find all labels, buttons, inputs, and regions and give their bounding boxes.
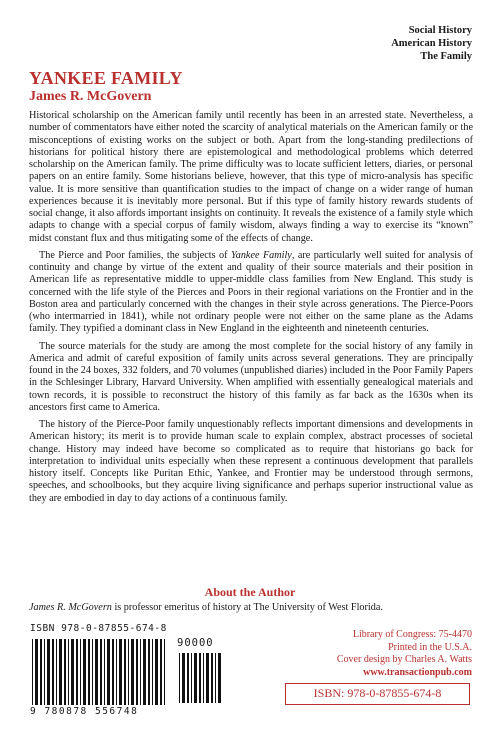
description-paragraph: The source materials for the study are among the most complete for the social history of any family in America and admit of careful exposition of family units across several generations. They are principally found in the 24 boxes, 332 folders, and 70 volumes (unpublished diaries) included in the Poor Family Papers in the Schlesinger Library, Harvard University. When amplified with essentially genealogical materials and town records, it is possible to reconstruct the history of this family as far back as the 1630s when its ancestors first came to America. xyxy=(29,340,473,413)
paragraph-text: , are particularly well suited for analysis of continuity and change by virtue of the extent and quality of their source materials and their position in American life as representative middle to upper-middle class families from New England. This study is concerned with the life style of the Pierces and Poors in their regional variations on the Frontier and in the Boston area and particularly concerned with the changes in their style across generations. The Pierce-Poors (who intermarried in 1841), while not ordinary people were not either on the same plane as the Adams family. They typified a dominant class in New England in the eighteenth and nineteenth centuries. xyxy=(29,249,473,335)
barcode-bar xyxy=(218,653,221,703)
author-name-italic: James R. McGovern xyxy=(29,602,112,613)
publisher-line: Library of Congress: 75-4470 xyxy=(352,629,472,640)
barcode-bar xyxy=(191,653,192,703)
category-item: The Family xyxy=(420,51,472,62)
book-author: James R. McGovern xyxy=(29,89,152,104)
barcode-bar xyxy=(131,639,134,705)
barcode-bar xyxy=(95,639,98,705)
description-paragraph: Historical scholarship on the American family until recently has been in an arrested state. Nevertheless, a number of commentators have either noted the scarcity of analytical materials on the American family or the misconceptions of existing works on the subject or both. Apart from the long-standing predilections of historians for political history there are epistemological and methodological problems which deterred scholarship on the American family. The prime difficulty was to locate sufficient letters, diaries, or personal papers on an entire family. Some historians believe, however, that this type of micro-analysis has specific value. It is more sensitive than quantification studies to the impact of change on a wider range of human experiences because it is inevitably more personal. But if this type of family history rewards students of social change, it also affords important insights on continuity. It reveals the existence of a family style which adapts to change with a special corpus of family wisdom, always finding a way to exercise its “known” midst constant flux and thus mitigating some of the effects of change. xyxy=(29,110,473,244)
barcode-bar xyxy=(83,639,86,705)
barcode-bar xyxy=(164,639,165,705)
barcode-bar xyxy=(194,653,197,703)
price-code: 90000 xyxy=(177,637,214,649)
category-item: American History xyxy=(391,38,472,49)
barcode-isbn-text: ISBN 978-0-87855-674-8 xyxy=(30,623,167,634)
barcode-bar xyxy=(76,639,78,705)
barcode-bar xyxy=(47,639,50,705)
barcode-bar xyxy=(107,639,110,705)
barcode-bar xyxy=(155,639,158,705)
isbn-box: ISBN: 978-0-87855-674-8 xyxy=(285,683,470,705)
category-item: Social History xyxy=(408,25,472,36)
barcode xyxy=(30,623,226,723)
barcode-bars xyxy=(30,639,170,707)
barcode-bar xyxy=(124,639,126,705)
book-title: YANKEE FAMILY xyxy=(29,68,183,88)
barcode-bar xyxy=(179,653,180,703)
barcode-bar xyxy=(100,639,102,705)
barcode-bar xyxy=(80,639,81,705)
barcode-bar xyxy=(199,653,201,703)
barcode-bar xyxy=(187,653,189,703)
barcode-bar xyxy=(112,639,114,705)
description-paragraph xyxy=(29,250,473,336)
barcode-bar xyxy=(92,639,93,705)
price-barcode-bars xyxy=(177,653,225,705)
barcode-digits: 9 780878 556748 xyxy=(30,706,139,717)
barcode-bar xyxy=(203,653,204,703)
barcode-bar xyxy=(136,639,138,705)
barcode-bar xyxy=(44,639,45,705)
barcode-bar xyxy=(160,639,162,705)
barcode-bar xyxy=(71,639,74,705)
barcode-bar xyxy=(215,653,216,703)
barcode-bar xyxy=(32,639,33,705)
barcode-bar xyxy=(35,639,38,705)
barcode-bar xyxy=(52,639,54,705)
publisher-info xyxy=(337,629,472,679)
barcode-bar xyxy=(64,639,66,705)
description-paragraph: The history of the Pierce-Poor family unquestionably reflects important dimensions and developments in American history; its merit is to provide human scale to explain complex, abstract processes of societal change. History may indeed have become so complicated as to require that historians go back for interpretation to individual units especially when these represent a continuous development that parallels history itself. Concepts like Puritan Ethic, Yankee, and Frontier may be understood through sermons, speeches, and schoolbooks, but they acquire living significance and perhaps superior instructional value as they are embodied in day to day actions of a continuous family. xyxy=(29,419,473,504)
publisher-url[interactable]: www.transactionpub.com xyxy=(363,666,472,678)
barcode-bar xyxy=(128,639,129,705)
barcode-bar xyxy=(182,653,185,703)
barcode-bar xyxy=(68,639,69,705)
book-title-italic: Yankee Family xyxy=(231,249,292,261)
barcode-bar xyxy=(148,639,150,705)
barcode-bar xyxy=(119,639,122,705)
barcode-bar xyxy=(206,653,209,703)
barcode-bar xyxy=(88,639,90,705)
barcode-bar xyxy=(143,639,146,705)
publisher-line: Cover design by Charles A. Watts xyxy=(336,654,472,665)
about-author-body: is professor emeritus of history at The University of West Florida. xyxy=(111,602,383,613)
barcode-bar xyxy=(116,639,117,705)
barcode-bar xyxy=(140,639,141,705)
category-list xyxy=(391,24,472,63)
barcode-bar xyxy=(104,639,105,705)
barcode-bar xyxy=(211,653,213,703)
description-body xyxy=(29,110,473,510)
about-author-heading: About the Author xyxy=(204,585,296,599)
barcode-bar xyxy=(56,639,57,705)
barcode-bar xyxy=(152,639,153,705)
paragraph-text: The Pierce and Poor families, the subjects of xyxy=(39,249,232,261)
barcode-bar xyxy=(40,639,42,705)
barcode-bar xyxy=(59,639,62,705)
publisher-line: Printed in the U.S.A. xyxy=(388,641,472,653)
about-author-text xyxy=(29,602,479,614)
